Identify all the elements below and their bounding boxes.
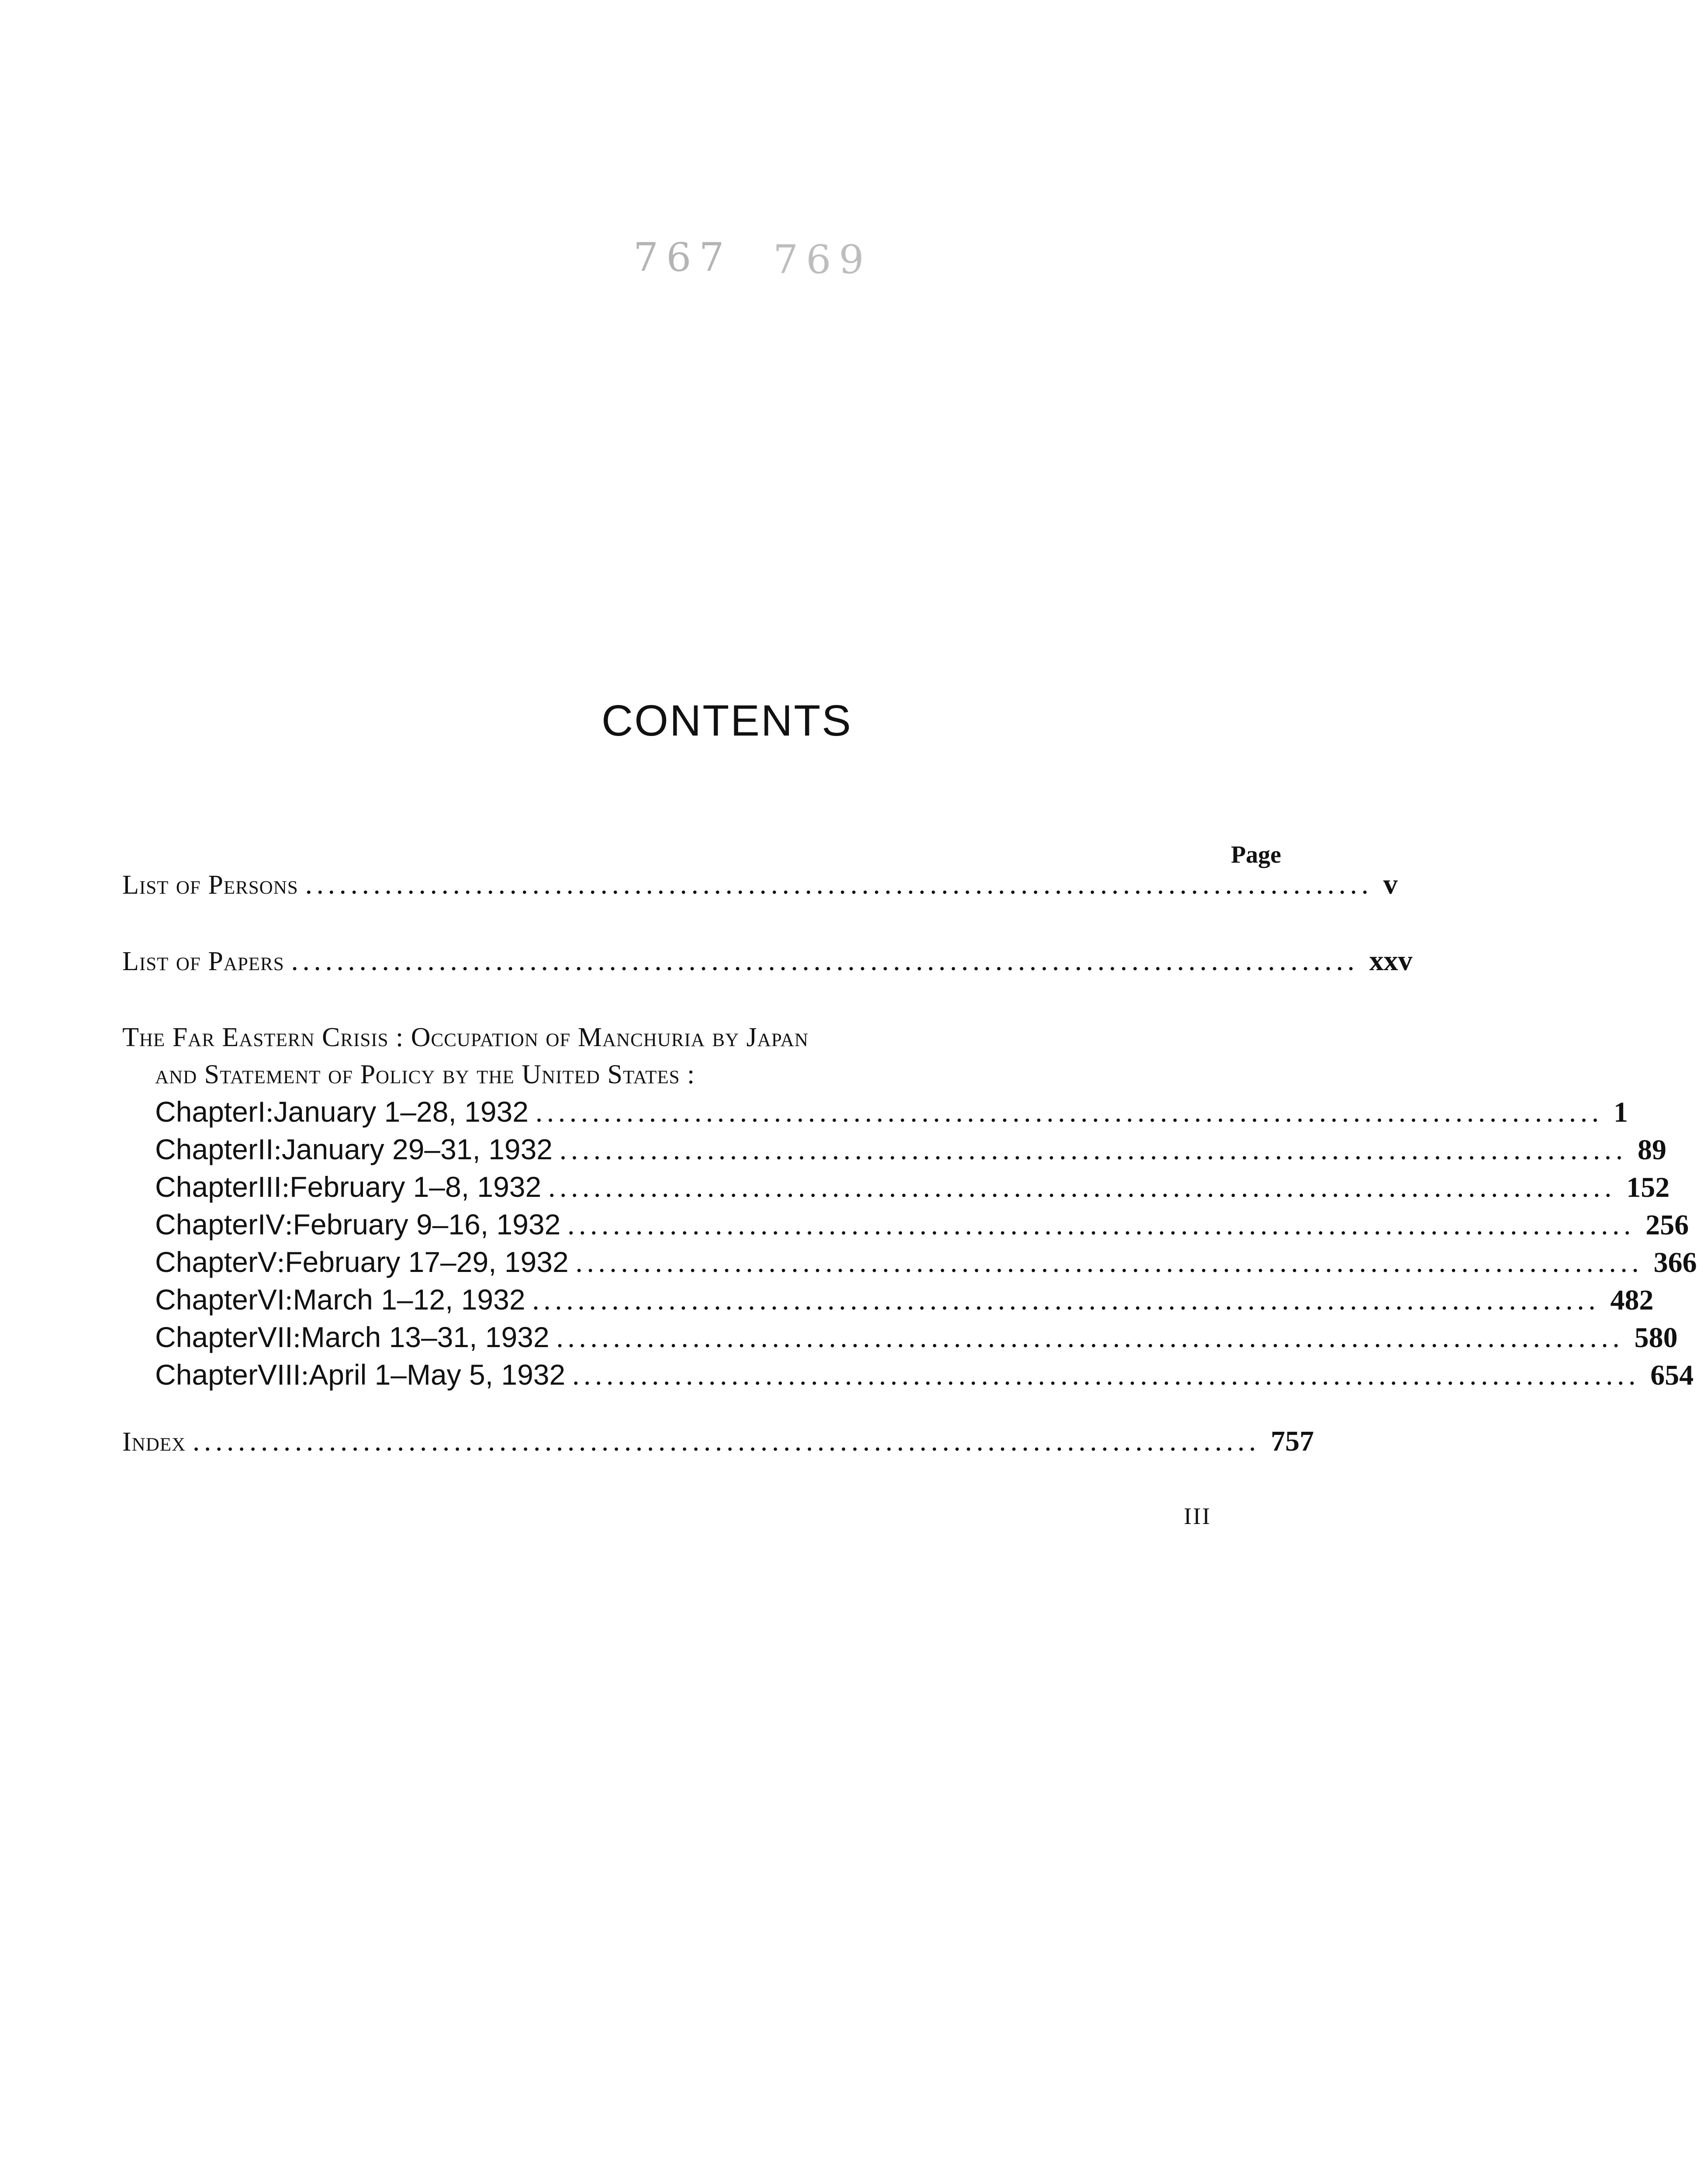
dot-leader: .............................................................................................. xyxy=(533,1291,1601,1314)
chapter-number: I xyxy=(257,1095,266,1128)
chapter-number: VII xyxy=(257,1321,293,1353)
toc-entry-chapter[interactable] xyxy=(155,1094,1628,1129)
toc-entry-label: Index xyxy=(122,1427,186,1457)
chapter-colon: : xyxy=(293,1322,301,1354)
chapter-dates: April 1–May 5, 1932 xyxy=(309,1358,566,1391)
dot-leader: .............................................................................................. xyxy=(560,1141,1628,1164)
toc-entry-page: 580 xyxy=(1634,1322,1678,1354)
dot-leader: .............................................................................................. xyxy=(557,1329,1625,1352)
chapter-dates: February 1–8, 1932 xyxy=(290,1171,542,1203)
toc-entry-list-of-papers[interactable] xyxy=(122,943,1413,978)
dot-leader: .............................................................................................. xyxy=(292,952,1360,975)
chapter-colon: : xyxy=(266,1096,274,1128)
toc-entry-chapter[interactable] xyxy=(155,1357,1694,1392)
chapter-colon: : xyxy=(273,1134,282,1166)
chapter-word: Chapter xyxy=(155,1246,258,1278)
chapter-word: Chapter xyxy=(155,1133,258,1165)
toc-entry-page: xxv xyxy=(1369,945,1413,977)
chapter-colon: : xyxy=(285,1284,293,1316)
chapter-dates: January 1–28, 1932 xyxy=(273,1095,529,1128)
toc-entry-chapter[interactable] xyxy=(155,1282,1654,1317)
chapter-dates: March 13–31, 1932 xyxy=(301,1321,550,1353)
chapter-word: Chapter xyxy=(155,1283,258,1316)
toc-entry-page: 757 xyxy=(1271,1425,1314,1457)
toc-entry-page: 1 xyxy=(1613,1096,1628,1128)
toc-entry-label: List of Papers xyxy=(122,947,284,976)
dot-leader: .............................................................................................. xyxy=(306,875,1374,898)
toc-entry-chapter[interactable] xyxy=(155,1132,1667,1167)
chapter-number: II xyxy=(257,1133,274,1165)
toc-entry-page: 482 xyxy=(1610,1284,1654,1316)
toc-entry-label: List of Persons xyxy=(122,870,298,900)
svg-text:769: 769 xyxy=(773,237,872,283)
toc-entry-chapter[interactable] xyxy=(155,1320,1678,1355)
chapter-number: IV xyxy=(257,1208,285,1241)
dot-leader: .............................................................................................. xyxy=(536,1103,1604,1127)
chapter-dates: January 29–31, 1932 xyxy=(281,1133,553,1165)
chapter-colon: : xyxy=(285,1209,293,1241)
svg-text:767: 767 xyxy=(633,235,732,280)
toc-entry-list-of-persons[interactable] xyxy=(122,867,1398,902)
page-folio: III xyxy=(1184,1503,1211,1529)
dot-leader: .............................................................................................. xyxy=(194,1432,1262,1455)
chapter-colon: : xyxy=(276,1247,285,1279)
dot-leader: .............................................................................................. xyxy=(573,1366,1641,1389)
chapter-dates: February 17–29, 1932 xyxy=(285,1246,569,1278)
library-stamp xyxy=(629,236,900,284)
chapter-word: Chapter xyxy=(155,1095,258,1128)
chapter-dates: February 9–16, 1932 xyxy=(293,1208,561,1241)
chapter-word: Chapter xyxy=(155,1358,258,1391)
chapter-dates: March 1–12, 1932 xyxy=(293,1283,525,1316)
page-title: CONTENTS xyxy=(601,696,852,745)
dot-leader: .............................................................................................. xyxy=(568,1216,1636,1239)
toc-entry-page: 89 xyxy=(1638,1134,1667,1166)
toc-entry-page: 654 xyxy=(1650,1359,1694,1391)
toc-entry-page: 256 xyxy=(1645,1209,1689,1241)
toc-entry-chapter[interactable] xyxy=(155,1207,1689,1242)
chapter-colon: : xyxy=(281,1171,290,1203)
dot-leader: .............................................................................................. xyxy=(576,1254,1644,1277)
chapter-word: Chapter xyxy=(155,1208,258,1241)
dot-leader: .............................................................................................. xyxy=(549,1178,1617,1202)
chapter-word: Chapter xyxy=(155,1321,258,1353)
toc-entry-page: 366 xyxy=(1653,1247,1697,1279)
chapter-number: III xyxy=(257,1171,282,1203)
chapter-word: Chapter xyxy=(155,1171,258,1203)
section-heading-line-2: and Statement of Policy by the United States : xyxy=(155,1060,695,1089)
section-heading-line-1: The Far Eastern Crisis : Occupation of Manchuria by Japan xyxy=(122,1023,809,1052)
toc-entry-page: v xyxy=(1383,868,1398,900)
chapter-number: V xyxy=(257,1246,277,1278)
chapter-number: VI xyxy=(257,1283,285,1316)
page-column-label: Page xyxy=(1230,841,1281,868)
toc-entry-page: 152 xyxy=(1626,1171,1670,1203)
chapter-colon: : xyxy=(301,1359,309,1391)
toc-entry-chapter[interactable] xyxy=(155,1244,1697,1279)
toc-entry-index[interactable] xyxy=(122,1424,1314,1459)
toc-entry-chapter[interactable] xyxy=(155,1169,1670,1204)
chapter-number: VIII xyxy=(257,1358,301,1391)
